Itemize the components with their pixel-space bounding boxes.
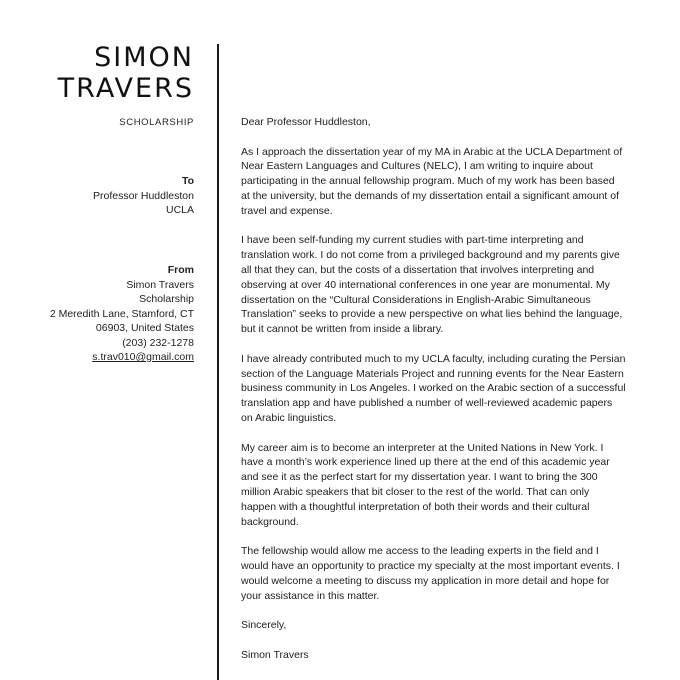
sender-email-link[interactable]: s.trav010@gmail.com — [92, 351, 194, 363]
recipient-block — [93, 174, 194, 218]
sender-name: Simon Travers — [126, 278, 194, 291]
sender-role: Scholarship — [139, 293, 194, 305]
letter-paragraph: My career aim is to become an interpreter at the United Nations in New York. I have a month’s work experience lined up there at the end of this academic year and see it as the perfect start for my dissertation year. I want to bring the 300 million Arabic speakers that bit closer to the rest of the world. That can only happen with a thoughtful interpretation of both their words and their cultural background. — [241, 441, 610, 528]
recipient-org: UCLA — [165, 204, 194, 216]
recipient-label: To — [181, 175, 194, 187]
sender-address-line1: 2 Meredith Lane, Stamford, CT — [49, 307, 194, 320]
letter-paragraph: As I approach the dissertation year of my MA in Arabic at the UCLA Department of Near Eastern Languages and Cultures (NELC), I am writing to inquire about participating in the annual fellowship program. Much of my work has been based at the university, but the demands of my dissertation entail a significant amount of travel and expense. — [241, 145, 623, 217]
applicant-name — [58, 42, 194, 104]
sender-label: From — [167, 264, 194, 276]
salutation: Dear Professor Huddleston, — [241, 116, 371, 128]
document-subtitle: SCHOLARSHIP — [119, 117, 194, 128]
sender-phone: (203) 232-1278 — [122, 336, 194, 349]
letter-paragraph: I have already contributed much to my UCLA faculty, including curating the Persian section of the Language Materials Project and running events for the Near Eastern business community in Los Angeles. I worked on the Arabic section of a successful translation app and have published a number of well-reviewed academic papers on Arabic linguistics. — [241, 352, 626, 424]
sender-block — [50, 263, 194, 365]
signature: Simon Travers — [241, 648, 309, 661]
sender-address-line2: 06903, United States — [95, 322, 194, 334]
last-name: TRAVERS — [57, 73, 194, 104]
closing: Sincerely, — [241, 619, 287, 632]
letter-paragraph: The fellowship would allow me access to the leading experts in the field and I would have an opportunity to practice my specialty at the most important events. I would welcome a meeting to discuss my application in more detail and hope for your assistance in this matter. — [241, 545, 620, 602]
letter-body — [241, 115, 626, 677]
recipient-name: Professor Huddleston — [93, 189, 194, 202]
letter-paragraph: I have been self-funding my current studies with part-time interpreting and translation work. I do not come from a privileged background and my parents give all that they can, but the costs of a dissertation that involves interpreting and observing at over 40 international conferences in one year are monumental. My dissertation on the “Cultural Considerations in English-Arabic Simultaneous Translation” seeks to provide a new perspective on what lies behind the language, but it cannot be written from inside a library. — [241, 234, 623, 336]
vertical-divider — [217, 44, 219, 680]
first-name: SIMON — [94, 42, 194, 73]
